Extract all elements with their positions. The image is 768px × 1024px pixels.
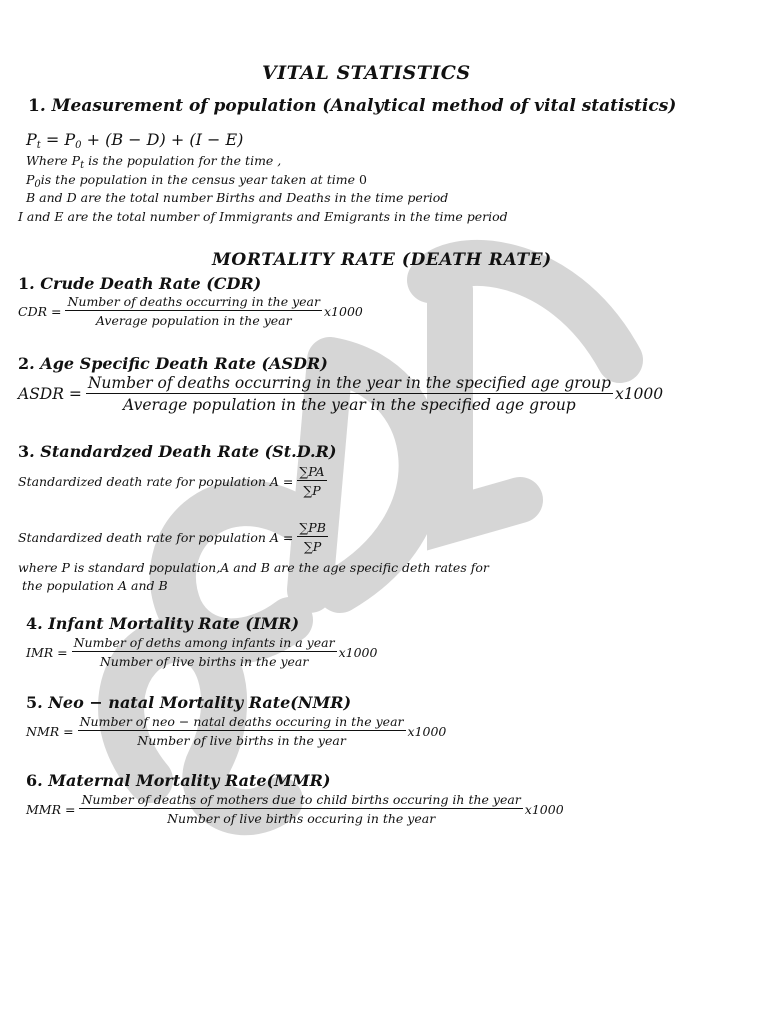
imr-formula: IMR = $\frac{\text{Number of deths among infants in a year}}{\text{Number of live births in the year}}$ x1000 [26, 635, 378, 669]
definition-b-d: B and D are the total number Births and Deaths in the time period [26, 190, 449, 205]
nmr-formula: NMR = $\frac{\text{Number of neo − natal deaths occuring in the year}}{\text{Number of live births in the year}}$ x1000 [26, 714, 447, 748]
mmr-formula: MMR = Number of deaths of mothers due to child births occuring ih the year Number of live births occuring in the year x1000 [26, 792, 564, 826]
nmr-numerator: Number of neo − natal deaths occuring in the year [79, 714, 404, 729]
stdr-formula-a: Standardized death rate for population A = $\frac{\sum PA}{\sum P}$ [18, 464, 325, 498]
asdr-formula: ASDR = Number of deaths occurring in the year in the specified age group Average population in the year in the specified age group x1000 [18, 374, 664, 414]
asdr-numerator: Number of deaths occurring in the year in the specified age group [87, 374, 611, 392]
cdr-denominator: Average population in the year [95, 313, 292, 328]
section-1-heading: 1. Measurement of population (Analytical method of vital statistics) [28, 96, 677, 116]
mmr-numerator: Number of deaths of mothers due to child births occuring ih the year [81, 792, 521, 807]
mortality-heading: MORTALITY RATE (DEATH RATE) [212, 250, 552, 270]
definition-pt: Where $P_t$ is the population for the time , [26, 153, 282, 171]
watermark-stroke-c2 [430, 263, 620, 360]
stdr-note-2: the population A and B [22, 578, 168, 593]
imr-numerator: Number of deths among infants in a year [73, 635, 335, 650]
mmr-heading: 6. Maternal Mortality Rate(MMR) [26, 771, 331, 790]
asdr-heading: 2. Age Specific Death Rate (ASDR) [18, 354, 328, 373]
nmr-denominator: Number of live births in the year [137, 733, 346, 748]
cdr-numerator: Number of deaths occurring in the year [67, 294, 320, 309]
mmr-denominator: Number of live births occuring in the year [167, 811, 436, 826]
stdr-heading: 3. Standardzed Death Rate (St.D.R) [18, 442, 337, 461]
watermark-text: SCDLC [0, 0, 4, 1]
stdr-note-1: where P is standard population,A and B are the age specific deth rates for [18, 560, 489, 575]
population-formula: $P_t = P_0 + (B - D) + (I - E)$ [26, 130, 244, 151]
definition-i-e: I and E are the total number of Immigrants and Emigrants in the time period [18, 209, 508, 224]
page-title: VITAL STATISTICS [262, 62, 471, 84]
cdr-formula: CDR = $\frac{\text{Number of deaths occurring in the year}}{\text{Average population in the year}}$ x1000 [18, 294, 363, 328]
imr-denominator: Number of live births in the year [99, 654, 309, 669]
nmr-heading: 5. Neo − natal Mortality Rate(NMR) [26, 693, 352, 712]
definition-p0: $P_0is$ the population in the census year taken at time 0 [26, 172, 367, 190]
cdr-heading: 1. Crude Death Rate (CDR) [18, 274, 262, 293]
asdr-denominator: Average population in the year in the specified age group [123, 396, 576, 414]
imr-heading: 4. Infant Mortality Rate (IMR) [26, 614, 300, 633]
stdr-formula-b: Standardized death rate for population A = $\frac{\sum PB}{\sum P}$ [18, 520, 326, 554]
